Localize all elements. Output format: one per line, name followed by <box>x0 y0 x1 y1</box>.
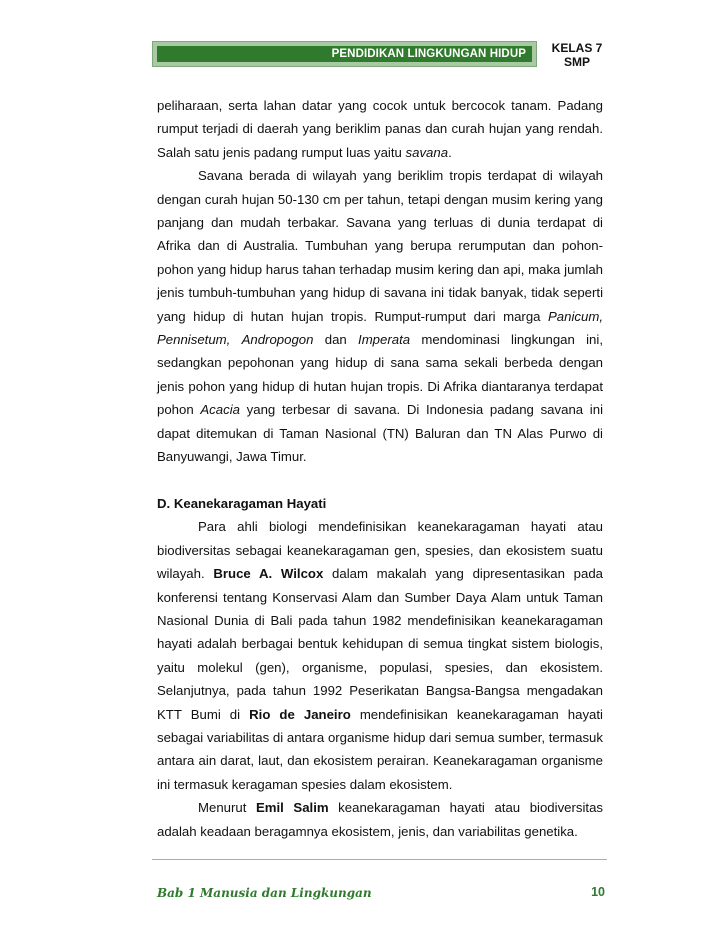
italic-term-savana: savana <box>405 144 449 160</box>
page-content <box>157 94 603 843</box>
bold-name-salim: Emil Salim <box>255 800 329 816</box>
italic-term-acacia: Acacia <box>200 402 240 418</box>
paragraph-text: dan <box>313 332 359 348</box>
header-title: PENDIDIKAN LINGKUNGAN HIDUP <box>331 48 526 60</box>
paragraph-keanekaragaman <box>157 515 603 796</box>
italic-genus-panicum: Panicum, <box>548 308 603 324</box>
header-bar <box>152 41 537 67</box>
italic-genus-imperata: Imperata <box>358 332 411 348</box>
paragraph-text: mendefinisikan keanekaragaman hayati sebagai variabilitas di antara organisme hidup dari semua sumber, termasuk antara ain darat, laut, dan ekosistem perairan. Keanekaragaman organisme ini termasuk keragaman spesies dalam ekosistem. <box>157 706 603 792</box>
class-label-line1: KELAS 7 <box>551 41 603 55</box>
paragraph-text: Savana berada di wilayah yang beriklim tropis terdapat di wilayah dengan curah hujan 50-130 cm per tahun, tetapi dengan musim kering yang panjang dan mudah terbakar. Savana yang terluas di dunia terdapat di Afrika dan di Australia. Tumbuhan yang berupa rerumputan dan pohon-pohon yang hidup harus tahan terhadap musim kering dan api, maka jumlah jenis tumbuh-tumbuhan yang hidup di savana ini tidak banyak, tidak seperti yang hidup di hutan hujan tropis. Rumput-rumput dari marga <box>157 168 603 324</box>
header-banner <box>157 46 532 62</box>
paragraph-text: Menurut <box>198 800 256 816</box>
footer-divider <box>152 859 607 860</box>
paragraph-text: peliharaan, serta lahan datar yang cocok untuk bercocok tanam. Padang rumput terjadi di daerah yang beriklim panas dan curah hujan yang rendah. Salah satu jenis padang rumput luas yaitu <box>157 98 603 160</box>
bold-name-wilcox: Bruce A. Wilcox <box>213 566 324 582</box>
footer-chapter: Bab 1 Manusia dan Lingkungan <box>157 886 372 900</box>
section-heading: D. Keanekaragaman Hayati <box>157 495 327 511</box>
class-label-line2: SMP <box>563 55 590 69</box>
paragraph-text: Para ahli biologi mendefinisikan keanekaragaman hayati atau biodiversitas sebagai keanekaragaman gen, spesies, dan ekosistem suatu wilayah. <box>157 519 603 582</box>
paragraph-text: yang terbesar di savana. Di Indonesia padang savana ini dapat ditemukan di Taman Nasional (TN) Baluran dan TN Alas Purwo di Banyuwangi, Jawa Timur. <box>157 402 603 465</box>
paragraph-padang-rumput <box>157 94 603 164</box>
paragraph-emil-salim <box>157 796 603 843</box>
italic-genus-pennisetum: Pennisetum, <box>157 332 231 348</box>
paragraph-text: . <box>448 144 452 160</box>
italic-genus-andropogon: Andropogon <box>241 332 314 348</box>
paragraph-savana <box>157 164 603 468</box>
paragraph-text: keanekaragaman hayati atau biodiversitas adalah keadaan beragamnya ekosistem, jenis, dan variabilitas genetika. <box>157 800 603 839</box>
page-number: 10 <box>591 885 605 899</box>
spacer <box>157 469 603 492</box>
class-label <box>541 41 613 69</box>
paragraph-text: mendominasi lingkungan ini, sedangkan pepohonan yang hidup di sana sama sekali berbeda dengan jenis pohon yang hidup di hutan hujan tropis. Di Afrika diantaranya terdapat pohon <box>157 332 603 418</box>
bold-place-rio: Rio de Janeiro <box>249 706 351 722</box>
paragraph-text: dalam makalah yang dipresentasikan pada konferensi tentang Konservasi Alam dan Sumber Daya Alam untuk Taman Nasional Dunia di Bali pada tahun 1982 mendefinisikan keanekaragaman hayati adalah berbagai bentuk kehidupan di semua tingkat sistem biologis, yaitu molekul (gen), organisme, populasi, spesies, dan ekosistem. Selanjutnya, pada tahun 1992 Peserikatan Bangsa-Bangsa mengadakan KTT Bumi di <box>157 566 603 722</box>
